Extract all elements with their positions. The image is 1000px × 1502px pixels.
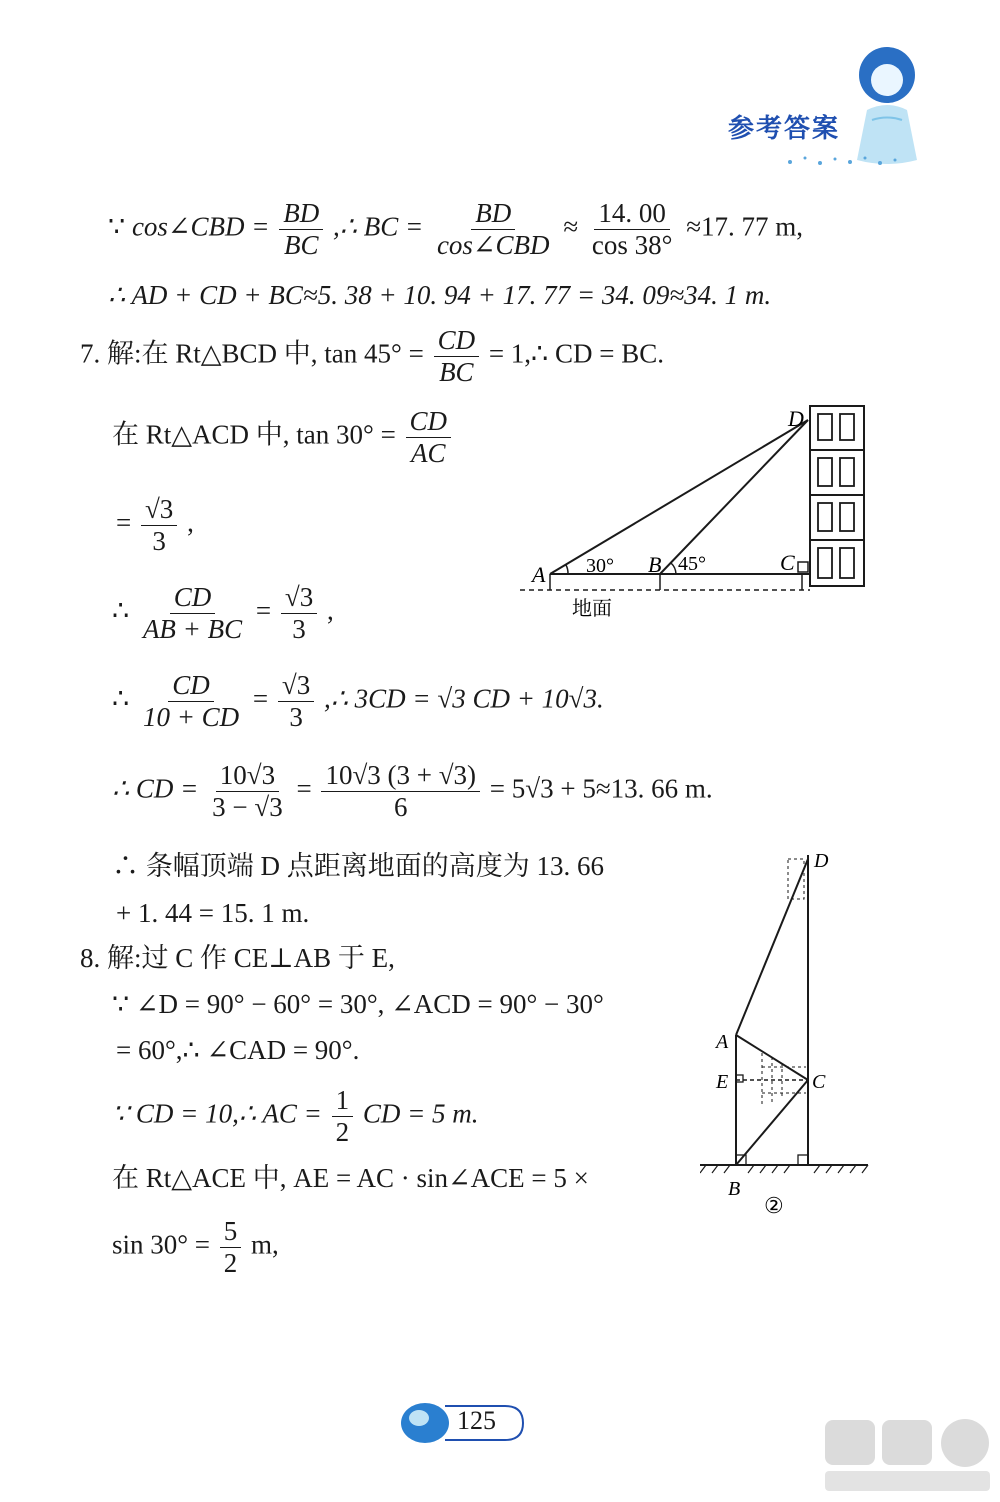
fraction-10sqrt3-3-sqrt3: [208, 762, 287, 821]
denominator: 2: [223, 1248, 238, 1278]
denominator: 3: [289, 702, 303, 732]
denominator: BC: [284, 230, 319, 260]
denominator: 3: [292, 614, 306, 644]
q7-line-3: [116, 496, 194, 555]
label-e: E: [716, 1071, 729, 1093]
q7-line-1: [80, 327, 664, 386]
approx-symbol: ≈: [563, 211, 579, 242]
line-ad: [550, 420, 808, 574]
equals: =: [296, 773, 312, 804]
therefore-bc: ,∴ BC =: [333, 211, 424, 242]
fraction-bd-bc: [279, 200, 323, 259]
q7-l6-tail: = 5√3 + 5≈13. 66 m.: [489, 773, 713, 804]
q8-line-1: 8. 解:过 C 作 CE⊥AB 于 E,: [80, 943, 395, 973]
denominator: BC: [439, 357, 474, 387]
label-b: B: [648, 552, 662, 577]
because-symbol: ∵: [108, 211, 126, 242]
fraction-sqrt3-3: [281, 584, 317, 643]
numerator: 10√3: [216, 762, 279, 792]
cd-equals: ∴ CD =: [112, 773, 199, 804]
denominator: 10 + CD: [142, 702, 240, 732]
numerator: √3: [141, 496, 177, 526]
numerator: CD: [406, 408, 452, 438]
denominator: AB + BC: [142, 614, 243, 644]
page-number: 125: [457, 1406, 496, 1435]
angle-30-label: 30°: [586, 555, 614, 577]
ground-label: 地面: [572, 598, 612, 620]
figure-2-triangle: [700, 845, 880, 1225]
q8-l4-tail: CD = 5 m.: [362, 1098, 479, 1129]
q8-line-5: 在 Rt△ACE 中, AE = AC · sin∠ACE = 5 ×: [112, 1163, 589, 1193]
q8-line-4: [112, 1087, 479, 1146]
denominator: cos 38°: [591, 230, 673, 260]
q7-line-4: [112, 584, 334, 643]
numerator: 14. 00: [594, 200, 670, 230]
fraction-sqrt3-3: [278, 672, 314, 731]
q7-line-6: [112, 762, 713, 821]
reference-answer-badge: 参考答案: [728, 114, 841, 144]
fraction-cd-ac: [406, 408, 452, 467]
cos-expression: cos∠CBD =: [131, 211, 270, 242]
line-cos-cbd: [108, 200, 803, 259]
unit-m: m,: [251, 1229, 279, 1260]
q7-conclusion-2: + 1. 44 = 15. 1 m.: [116, 898, 310, 928]
line-ad: [736, 859, 808, 1035]
denominator: 6: [393, 792, 408, 822]
figure-caption: ②: [764, 1193, 784, 1218]
sin30-equals: sin 30° =: [112, 1229, 211, 1260]
q8-l4-lead: ∵ CD = 10,∴ AC =: [112, 1098, 322, 1129]
watermark-logo: [820, 1415, 995, 1495]
equals: =: [252, 683, 269, 714]
q8-line-2: ∵ ∠D = 90° − 60° = 30°, ∠ACD = 90° − 30°: [112, 989, 604, 1019]
q7-conclusion-1: ∴ 条幅顶端 D 点距离地面的高度为 13. 66: [112, 851, 604, 881]
numerator: CD: [168, 672, 214, 702]
therefore: ∴: [112, 683, 130, 714]
result-text: ≈17. 77 m,: [686, 211, 804, 242]
q7-line-5: [112, 672, 604, 731]
numerator: 5: [220, 1218, 242, 1248]
therefore: ∴: [112, 595, 130, 626]
label-d: D: [788, 406, 804, 431]
fraction-5-2: [220, 1218, 242, 1277]
numerator: BD: [471, 200, 515, 230]
equals: =: [116, 507, 132, 538]
fraction-cd-10-cd: [139, 672, 243, 731]
label-c: C: [812, 1071, 826, 1093]
q7-lead: 7. 解:在 Rt△BCD 中, tan 45° =: [80, 338, 424, 369]
page-number-badge: [385, 1398, 530, 1448]
q8-line-3: = 60°,∴ ∠CAD = 90°.: [116, 1035, 360, 1065]
fraction-14-cos38: [588, 200, 677, 259]
numerator: CD: [170, 584, 216, 614]
angle-45-label: 45°: [678, 553, 706, 575]
denominator: 3: [152, 526, 166, 556]
fraction-1-2: [332, 1087, 354, 1146]
fraction-bd-cos: [433, 200, 554, 259]
denominator: 3 − √3: [212, 792, 283, 822]
numerator: √3: [281, 584, 317, 614]
numerator: √3: [278, 672, 314, 702]
line-sum-ad-cd-bc: ∴ AD + CD + BC≈5. 38 + 10. 94 + 17. 77 = 34. 09≈34. 1 m.: [108, 280, 772, 310]
label-d: D: [814, 850, 829, 872]
numerator: CD: [434, 327, 480, 357]
q8-line-6: [112, 1218, 279, 1277]
fraction-sqrt3-3: [141, 496, 177, 555]
label-c: C: [780, 550, 795, 575]
comma: ,: [326, 595, 334, 626]
label-a: A: [532, 562, 546, 587]
fraction-cd-ab-bc: [139, 584, 246, 643]
q7-l2-lead: 在 Rt△ACD 中, tan 30° =: [112, 419, 396, 450]
fraction-rationalized: [321, 762, 480, 821]
label-a: A: [716, 1031, 729, 1053]
comma: ,: [187, 507, 194, 538]
denominator: 2: [335, 1117, 350, 1147]
numerator: BD: [279, 200, 323, 230]
q7-l5-tail: ,∴ 3CD = √3 CD + 10√3.: [323, 683, 604, 714]
equals: =: [255, 595, 272, 626]
fraction-cd-bc: [434, 327, 480, 386]
decorative-dots: [780, 150, 910, 170]
figure-building-angles: [520, 400, 880, 630]
denominator: cos∠CBD: [436, 230, 550, 260]
numerator: 1: [332, 1087, 354, 1117]
label-b: B: [728, 1178, 741, 1200]
q7-line-2: [112, 408, 454, 467]
numerator: 10√3 (3 + √3): [321, 762, 480, 792]
q7-tail: = 1,∴ CD = BC.: [488, 338, 664, 369]
denominator: AC: [411, 438, 446, 468]
